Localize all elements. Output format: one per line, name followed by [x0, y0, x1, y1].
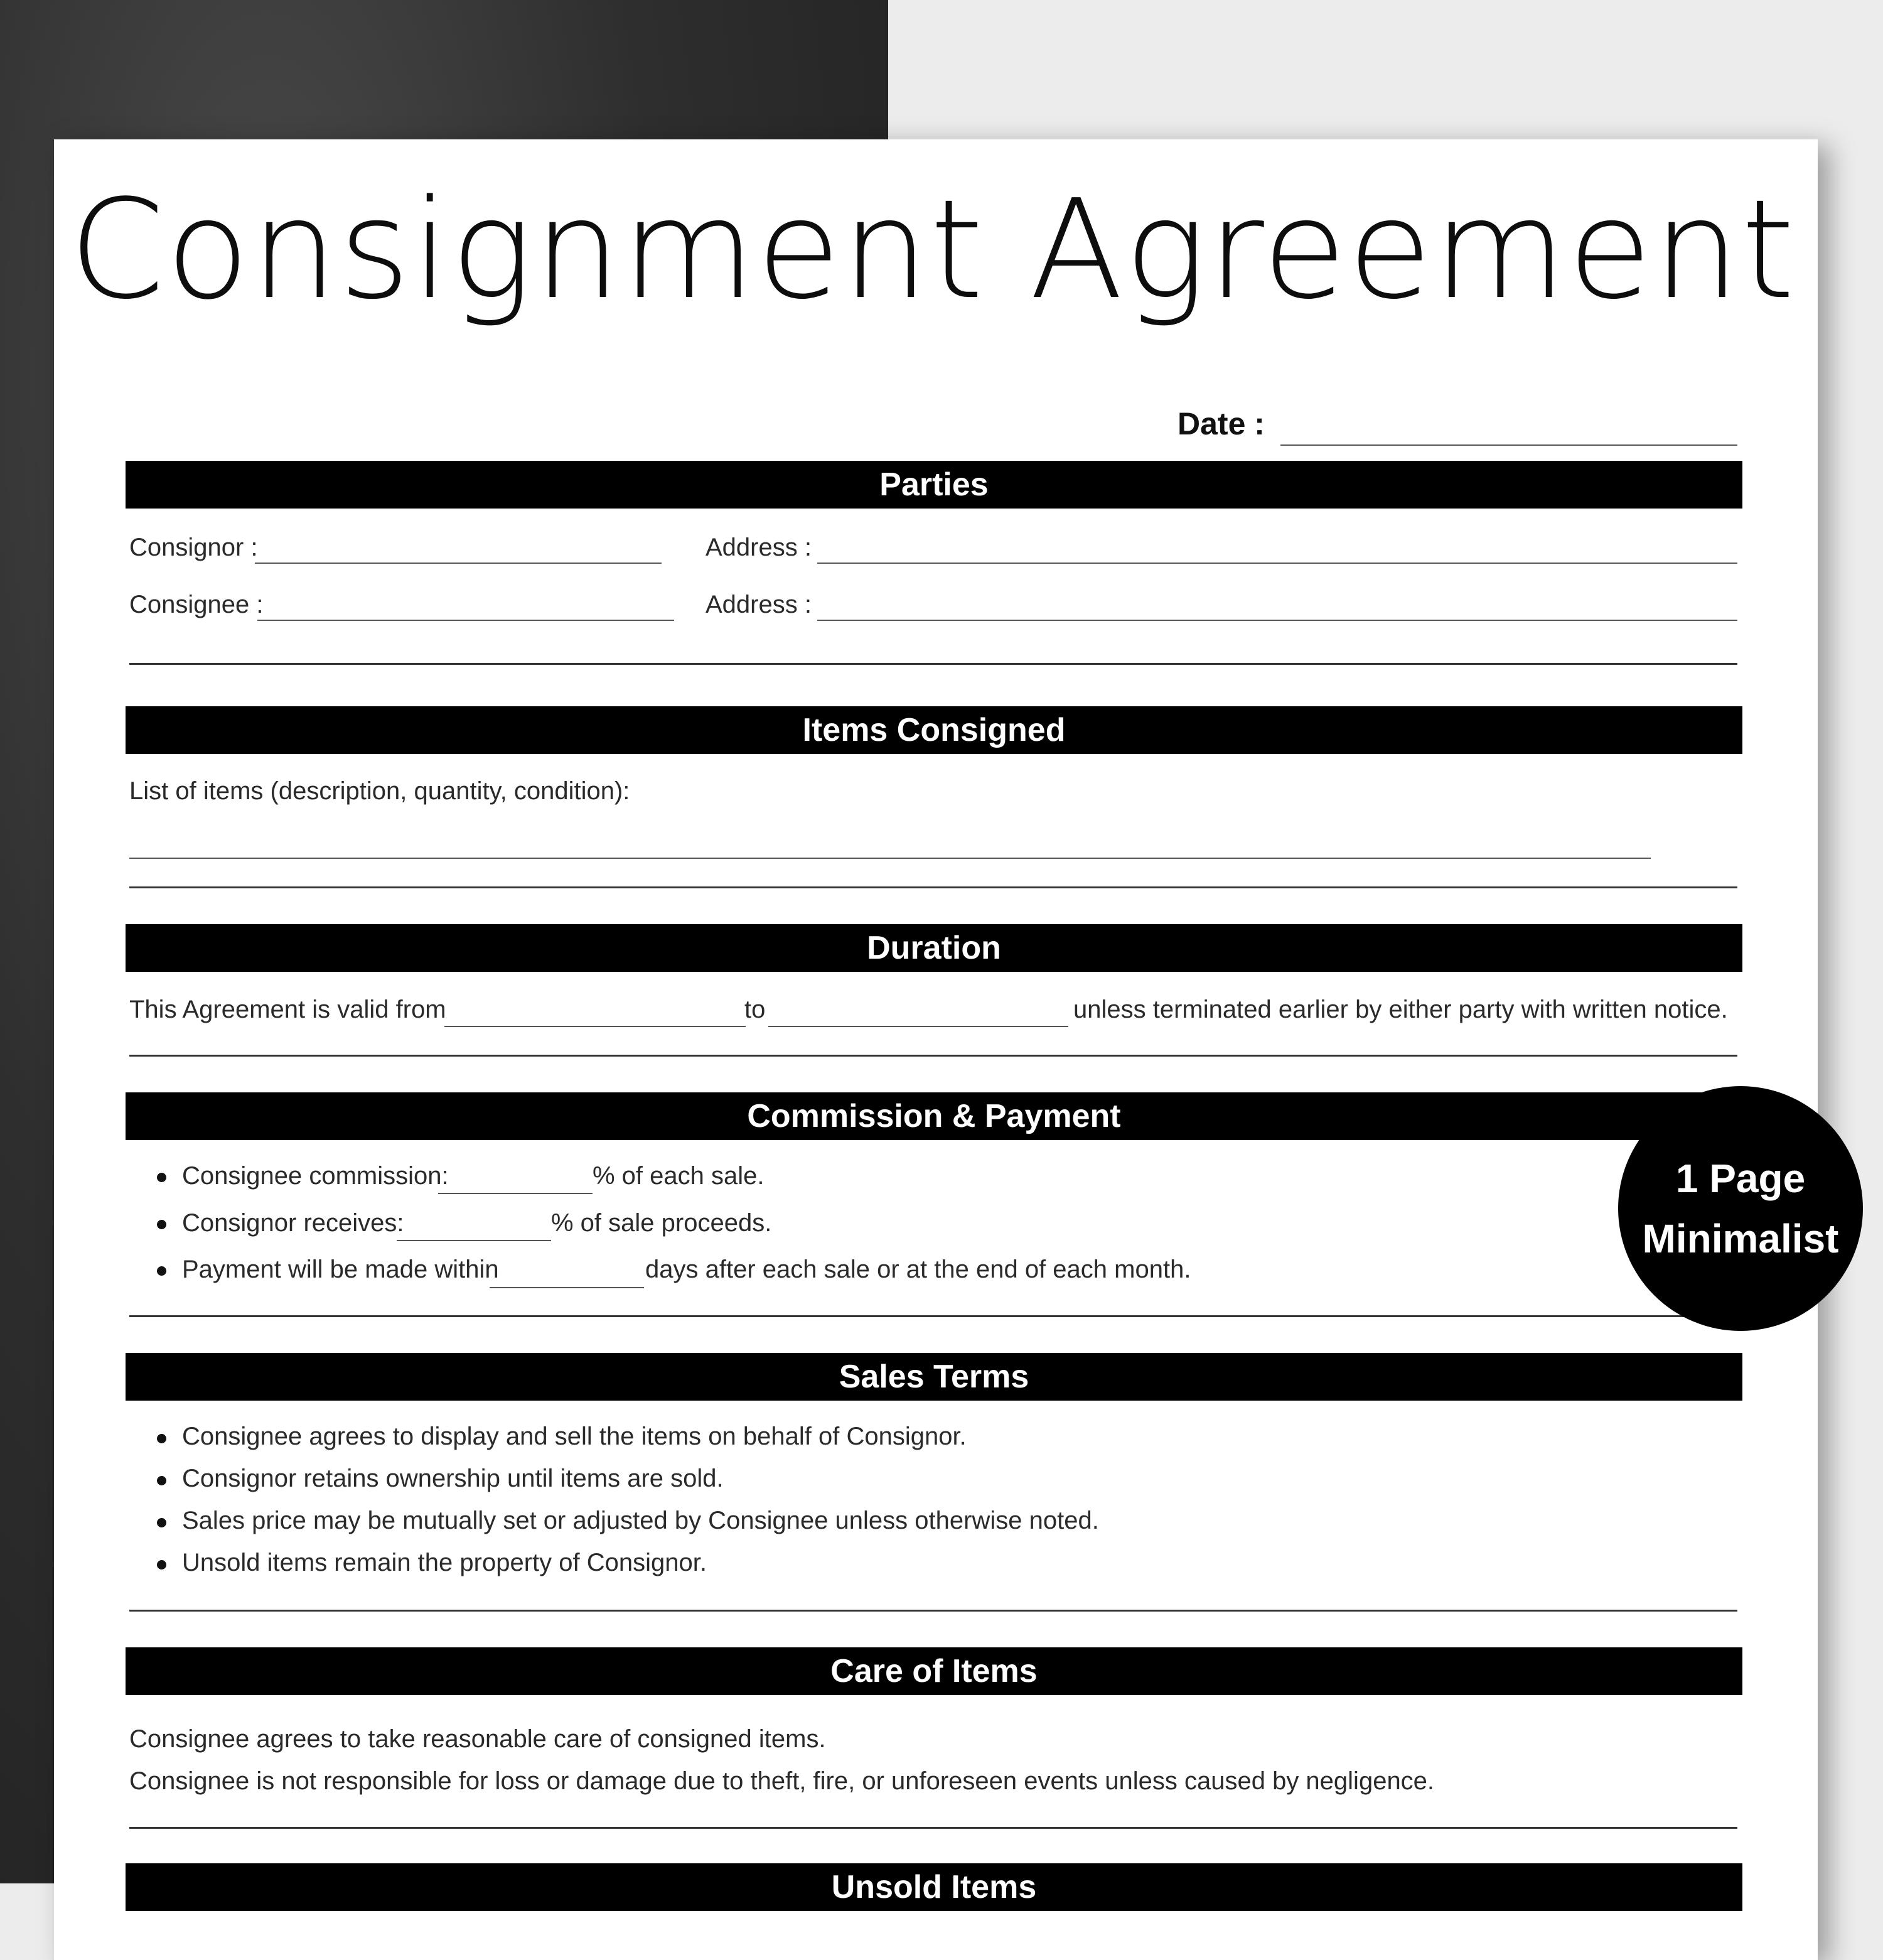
proceeds-percent-field[interactable]	[397, 1240, 551, 1241]
section-heading-care-of-items: Care of Items	[126, 1647, 1742, 1695]
end-date-field[interactable]	[768, 1026, 1068, 1027]
section-divider	[129, 886, 1737, 888]
section-heading-parties: Parties	[126, 461, 1742, 509]
payment-within-label: Payment will be made within	[182, 1256, 499, 1283]
consignor-field[interactable]	[255, 563, 662, 564]
section-divider	[129, 663, 1737, 665]
proceeds-suffix: % of sale proceeds.	[551, 1209, 772, 1237]
care-text-line: Consignee agrees to take reasonable care of consigned items.	[129, 1725, 826, 1753]
bullet-icon	[157, 1266, 166, 1276]
section-heading-commission-payment: Commission & Payment	[126, 1092, 1742, 1140]
consignee-field[interactable]	[257, 620, 674, 621]
bullet-icon	[157, 1518, 166, 1527]
sales-term-item: Consignor retains ownership until items are sold.	[182, 1465, 724, 1492]
sales-term-item: Sales price may be mutually set or adjusted by Consignee unless otherwise noted.	[182, 1507, 1099, 1534]
date-label: Date :	[1178, 406, 1265, 441]
section-divider	[129, 1055, 1737, 1057]
section-heading-items-consigned: Items Consigned	[126, 706, 1742, 754]
consignee-address-label: Address :	[705, 591, 812, 618]
consignee-address-field[interactable]	[817, 620, 1737, 621]
items-list-field[interactable]	[129, 858, 1651, 859]
duration-text-start: This Agreement is valid from	[129, 996, 446, 1023]
start-date-field[interactable]	[444, 1026, 746, 1027]
section-heading-sales-terms: Sales Terms	[126, 1353, 1742, 1401]
section-divider	[129, 1315, 1737, 1317]
sales-term-item: Consignee agrees to display and sell the items on behalf of Consignor.	[182, 1423, 967, 1450]
section-heading-duration: Duration	[126, 924, 1742, 972]
section-heading-unsold-items: Unsold Items	[126, 1863, 1742, 1911]
document-title: Consignment Agreement	[69, 171, 1796, 330]
consignee-label: Consignee :	[129, 591, 264, 618]
duration-text-end: unless terminated earlier by either party with written notice.	[1073, 996, 1728, 1023]
bullet-icon	[157, 1476, 166, 1485]
consignor-address-field[interactable]	[817, 563, 1737, 564]
badge-line: Minimalist	[1642, 1216, 1839, 1261]
commission-suffix: % of each sale.	[593, 1162, 764, 1190]
care-text-line: Consignee is not responsible for loss or damage due to theft, fire, or unforeseen events unless caused by negligence.	[129, 1767, 1435, 1795]
bullet-icon	[157, 1173, 166, 1182]
one-page-minimalist-badge	[1618, 1086, 1863, 1331]
items-list-label: List of items (description, quantity, condition):	[129, 777, 630, 805]
consignor-receives-label: Consignor receives:	[182, 1209, 404, 1237]
bullet-icon	[157, 1560, 166, 1570]
section-divider	[129, 1610, 1737, 1612]
sales-term-item: Unsold items remain the property of Consignor.	[182, 1549, 707, 1576]
section-divider	[129, 1827, 1737, 1829]
bullet-icon	[157, 1434, 166, 1443]
date-field[interactable]	[1280, 444, 1737, 446]
consignor-address-label: Address :	[705, 534, 812, 561]
bullet-icon	[157, 1220, 166, 1229]
duration-text-to: to	[744, 996, 766, 1023]
commission-label: Consignee commission:	[182, 1162, 449, 1190]
payment-suffix: days after each sale or at the end of each month.	[645, 1256, 1191, 1283]
payment-days-field[interactable]	[490, 1287, 644, 1288]
commission-percent-field[interactable]	[438, 1193, 593, 1194]
badge-line: 1 Page	[1675, 1156, 1806, 1201]
consignor-label: Consignor :	[129, 534, 258, 561]
